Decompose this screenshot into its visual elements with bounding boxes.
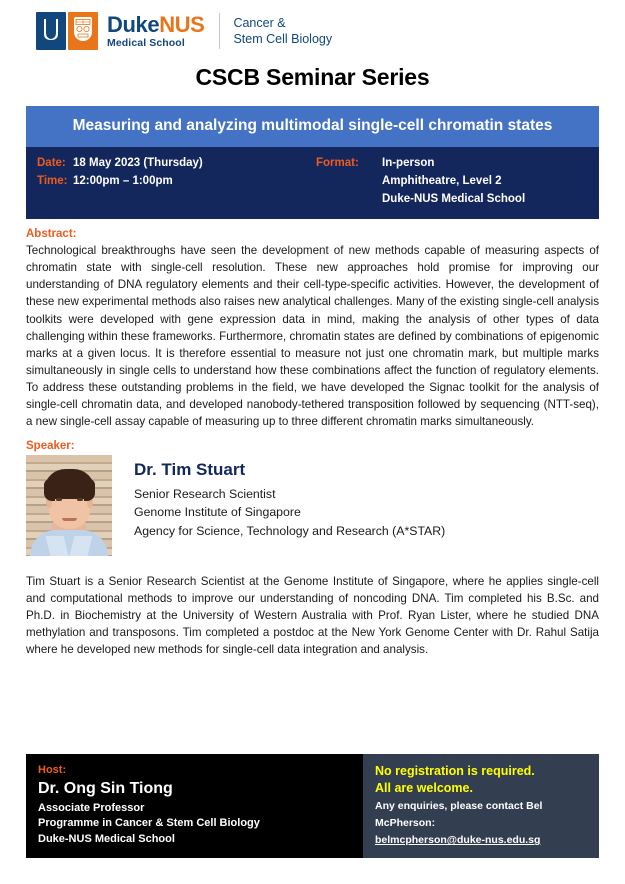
date-label: Date: [37, 157, 66, 170]
event-time-row [37, 173, 316, 191]
poster-footer [26, 754, 599, 858]
brand-subtitle: Medical School [107, 36, 185, 49]
registration-line-1: No registration is required. [375, 764, 535, 778]
speaker-block [26, 455, 599, 556]
photo-hair-left [44, 479, 55, 501]
host-panel [26, 754, 363, 858]
department-line-1: Cancer & [233, 15, 286, 30]
host-school: Duke-NUS Medical School [38, 832, 175, 845]
host-programme: Programme in Cancer & Stem Cell Biology [38, 817, 260, 830]
event-details-bar [26, 147, 599, 218]
enquiries-line-2: McPherson: [375, 817, 436, 830]
brand-header [0, 0, 625, 49]
format-values [382, 155, 525, 208]
logo-divider [219, 13, 220, 49]
speaker-label: Speaker: [26, 439, 75, 452]
photo-mouth [62, 518, 77, 521]
speaker-name: Dr. Tim Stuart [134, 459, 246, 479]
nus-crest-detail-icon [74, 17, 92, 41]
duke-shield-icon [36, 12, 66, 50]
seminar-title-banner: Measuring and analyzing multimodal single-cell chromatin states [26, 106, 599, 147]
abstract-label: Abstract: [26, 227, 77, 240]
speaker-photo [26, 455, 112, 556]
host-name: Dr. Ong Sin Tiong [38, 780, 173, 798]
registration-panel [363, 754, 599, 858]
department-name [233, 15, 332, 48]
photo-eye-left [56, 498, 62, 501]
nus-crest-icon [68, 12, 98, 50]
department-line-2: Stem Cell Biology [233, 32, 333, 46]
page-title: CSCB Seminar Series [195, 64, 430, 90]
abstract-text: Technological breakthroughs have seen the development of new methods capable of measuring aspects of chromatin state with single-cell resolution. These new approaches hold promise for improving our understanding of DNA regulatory elements and their cell-type-specific activities. However, the development of these new experimental methods also raises new analytical challenges. Many of the existing single-cell analysis toolkits were developed with gene expression data in mind, making the analysis of other types of data challenging within these frameworks. Furthermore, chromatin states are defined by combinations of epigenomic marks at a given locus. It is therefore essential to measure not just one chromatin mark, but multiple marks simultaneously in single cells to understand how these combinations affect the function of regulatory elements. To address these outstanding problems in the field, we have developed the Signac toolkit for the analysis of single-cell chromatin data, and developed nanobody-tethered transposition followed by sequencing (NTT-seq), a new single-cell assay capable of measuring up to three different chromatin marks simultaneously. [26, 243, 599, 429]
registration-line-2: All are welcome. [375, 780, 473, 795]
photo-eye-right [77, 498, 83, 501]
event-date-row [37, 155, 316, 173]
venue-line-2: Duke-NUS Medical School [382, 193, 526, 206]
host-title: Associate Professor [38, 801, 145, 814]
speaker-institute: Genome Institute of Singapore [134, 505, 301, 520]
format-label: Format: [316, 157, 359, 170]
speaker-details [112, 455, 445, 556]
brand-nus-text: NUS [159, 11, 205, 37]
date-value: 18 May 2023 (Thursday) [73, 157, 203, 170]
speaker-title: Senior Research Scientist [134, 486, 276, 501]
photo-shirt [30, 530, 108, 556]
brand-duke-text: Duke [107, 11, 160, 37]
contact-email-link[interactable]: belmcpherson@duke-nus.edu.sg [375, 834, 541, 847]
time-label: Time: [37, 175, 68, 188]
enquiries-line-1: Any enquiries, please contact Bel [375, 800, 543, 812]
format-value: In-person [382, 157, 435, 170]
photo-hair-right [84, 479, 95, 501]
duke-chapel-mark-icon [43, 19, 59, 40]
event-format-column [316, 155, 599, 208]
event-datetime-column [26, 155, 316, 208]
speaker-bio: Tim Stuart is a Senior Research Scientist at the Genome Institute of Singapore, where he applies single-cell and computational methods to improve our understanding of noncoding DNA. Tim completed his B.Sc. and Ph.D. in Biochemistry at the University of Western Australia with Prof. Ryan Lister, where he studied DNA methylation and transposons. Tim completed a postdoc at the New York Genome Center with Dr. Rahul Satija where he developed new methods for single-cell data integration and analysis. [26, 574, 599, 657]
time-value: 12:00pm – 1:00pm [73, 175, 173, 188]
poster-body [0, 228, 625, 659]
host-label: Host: [38, 764, 67, 776]
speaker-agency: Agency for Science, Technology and Research (A*STAR) [134, 523, 446, 538]
brand-wordmark [107, 11, 205, 49]
venue-line-1: Amphitheatre, Level 2 [382, 175, 502, 188]
